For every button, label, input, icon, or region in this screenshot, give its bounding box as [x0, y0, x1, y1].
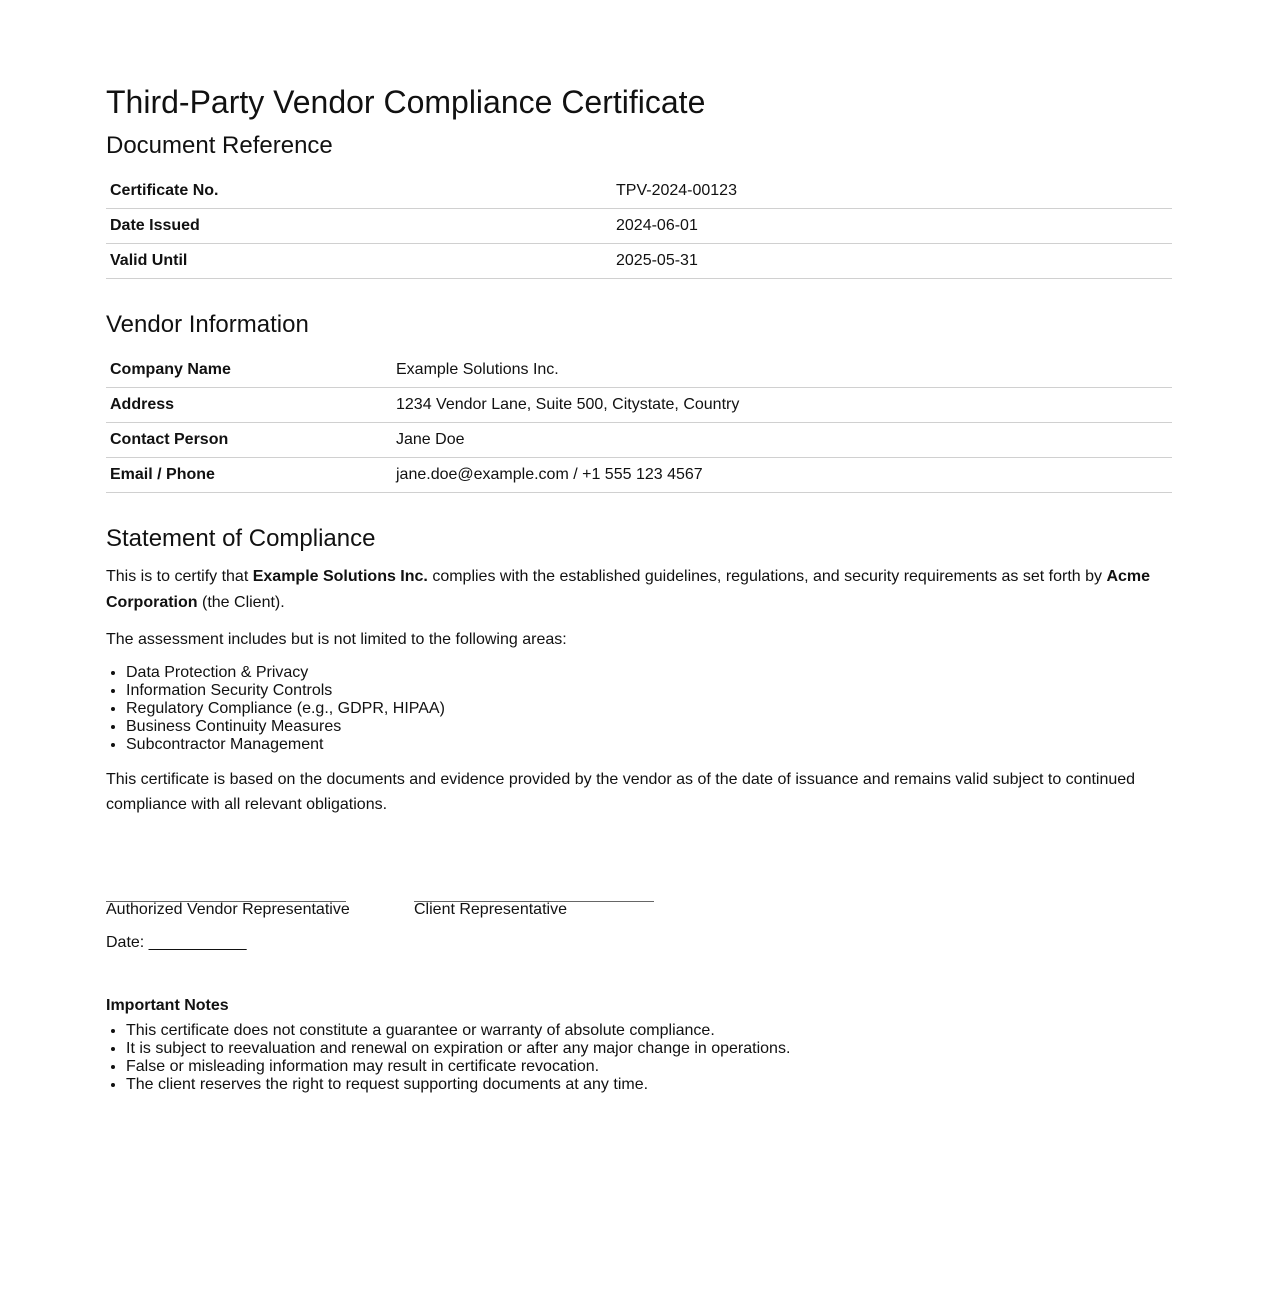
contact-person-label: Contact Person [106, 423, 392, 458]
vendor-signature-block [106, 901, 350, 919]
client-signature-label: Client Representative [414, 901, 567, 918]
statement-of-compliance-heading: Statement of Compliance [106, 525, 376, 552]
table-row [106, 353, 1172, 388]
table-row [106, 174, 1172, 209]
assessment-intro: The assessment includes but is not limited to the following areas: [106, 631, 567, 648]
list-item: • It is subject to reevaluation and renewal on expiration or after any major change in operations. [126, 1040, 1172, 1058]
certificate-no-label: Certificate No. [106, 174, 612, 209]
signature-date-line: Date: ___________ [106, 934, 247, 951]
list-item: • Subcontractor Management [126, 736, 1172, 754]
list-item: • Information Security Controls [126, 682, 1172, 700]
address-value: 1234 Vendor Lane, Suite 500, Citystate, Country [392, 388, 1172, 423]
important-notes-list [106, 1022, 1172, 1094]
table-row [106, 244, 1172, 279]
date-issued-value: 2024-06-01 [612, 209, 1172, 244]
list-item: • Data Protection & Privacy [126, 664, 1172, 682]
certification-suffix: (the Client). [197, 594, 285, 611]
contact-person-value: Jane Doe [392, 423, 1172, 458]
address-label: Address [106, 388, 392, 423]
vendor-information-table [106, 353, 1172, 493]
vendor-information-heading: Vendor Information [106, 311, 309, 338]
company-name-label: Company Name [106, 353, 392, 388]
validity-paragraph: This certificate is based on the documents and evidence provided by the vendor as of the date of issuance and remains valid subject to continued compliance with all relevant obligations. [106, 771, 1136, 813]
table-row [106, 388, 1172, 423]
list-item: • Business Continuity Measures [126, 718, 1172, 736]
list-item: • This certificate does not constitute a guarantee or warranty of absolute compliance. [126, 1022, 1172, 1040]
email-phone-value: jane.doe@example.com / +1 555 123 4567 [392, 458, 1172, 493]
certification-prefix: This is to certify that [106, 568, 253, 585]
list-item: • The client reserves the right to request supporting documents at any time. [126, 1076, 1172, 1094]
list-item: • Regulatory Compliance (e.g., GDPR, HIPAA) [126, 700, 1172, 718]
vendor-signature-label: Authorized Vendor Representative [106, 901, 350, 918]
signature-section [106, 901, 1172, 919]
certification-paragraph [106, 564, 1172, 616]
document-reference-table [106, 174, 1172, 279]
document-reference-heading: Document Reference [106, 132, 333, 159]
table-row [106, 209, 1172, 244]
page-title: Third-Party Vendor Compliance Certificate [106, 84, 706, 120]
table-row [106, 423, 1172, 458]
certificate-no-value: TPV-2024-00123 [612, 174, 1172, 209]
table-row [106, 458, 1172, 493]
important-notes-heading: Important Notes [106, 997, 229, 1014]
assessment-areas-list [106, 664, 1172, 754]
company-name-value: Example Solutions Inc. [392, 353, 1172, 388]
valid-until-value: 2025-05-31 [612, 244, 1172, 279]
email-phone-label: Email / Phone [106, 458, 392, 493]
vendor-name-emphasis: Example Solutions Inc. [252, 568, 428, 585]
date-issued-label: Date Issued [106, 209, 612, 244]
certificate-page [106, 0, 1172, 1094]
client-name-emphasis: Acme Corporation [106, 568, 1151, 611]
list-item: • False or misleading information may result in certificate revocation. [126, 1058, 1172, 1076]
client-signature-block [414, 901, 658, 919]
certification-middle: complies with the established guidelines, regulations, and security requirements as set forth by [427, 568, 1107, 585]
valid-until-label: Valid Until [106, 244, 612, 279]
